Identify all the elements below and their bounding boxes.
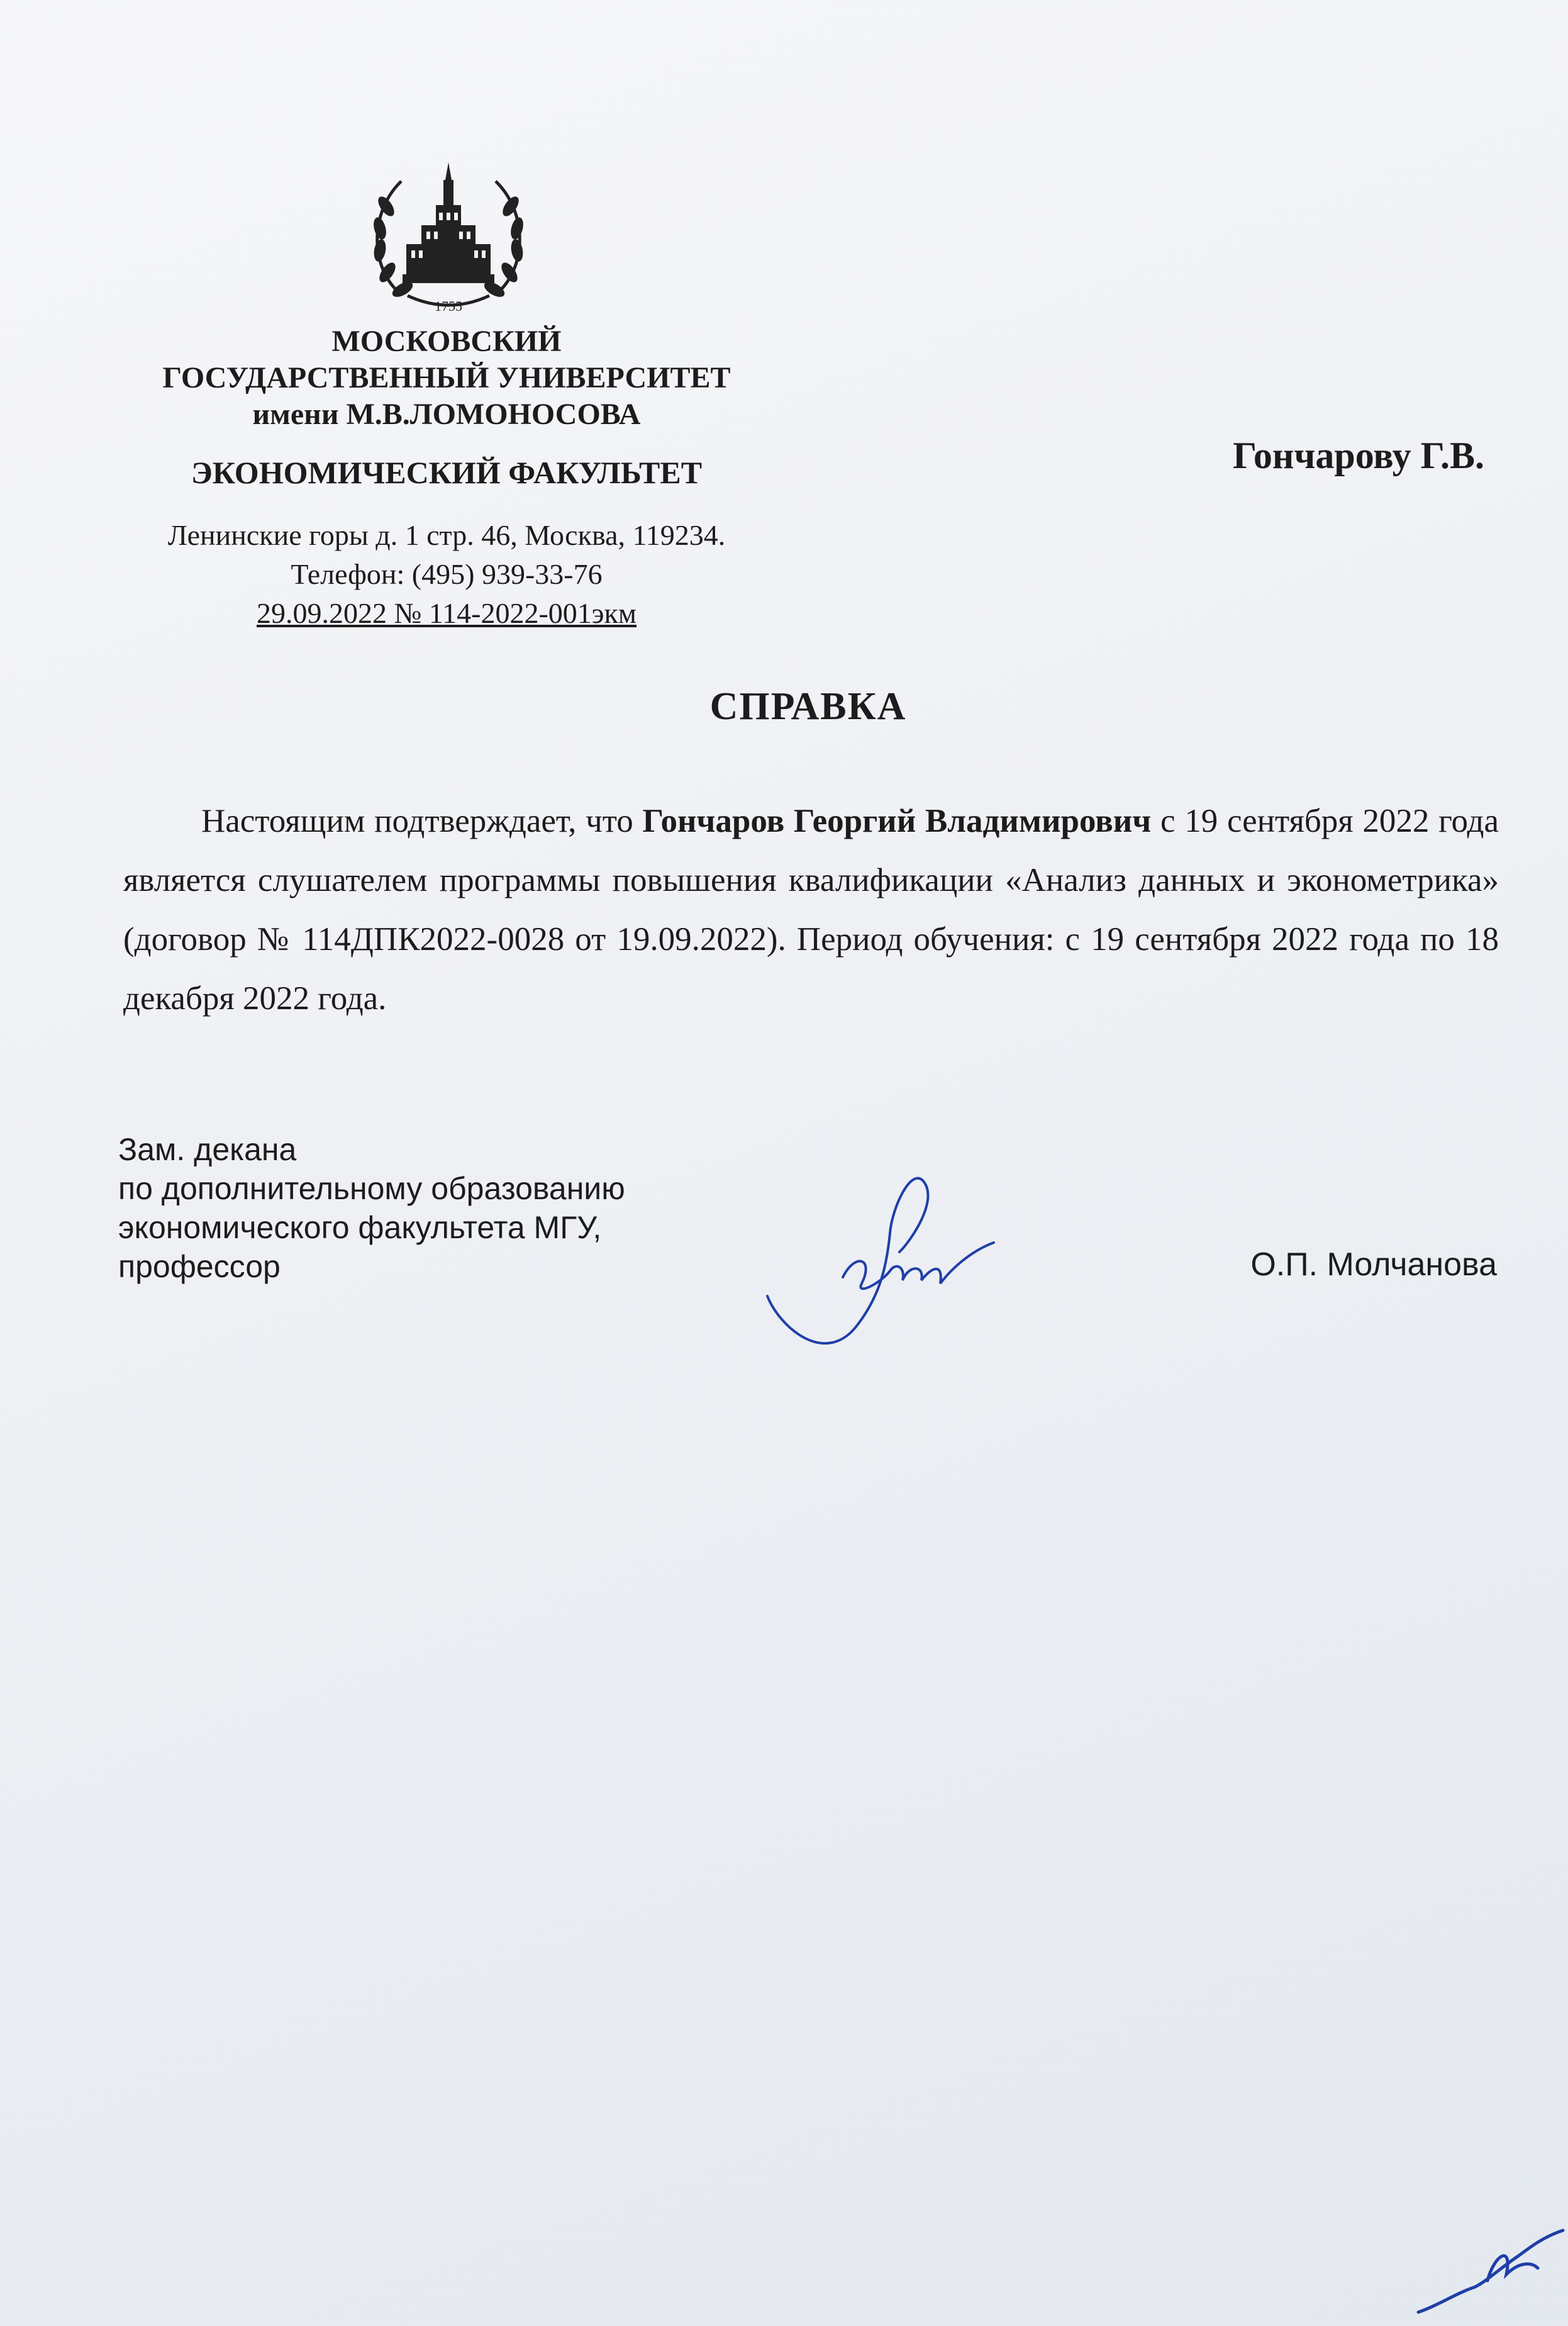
body-details: с 19 сентября 2022 года является слушателем программы повышения квалификации «Анализ данных и эконометрика» (договор № 114ДПК2022-0028 от 19.09.2022). Период обучения: с 19 сентября 2022 года по 18 декабря 2022 года. [123, 803, 1499, 1017]
phone: Телефон: (495) 939-33-76 [291, 558, 603, 590]
position-line-1: Зам. декана [118, 1132, 297, 1167]
org-name-line-2: ГОСУДАРСТВЕННЫЙ УНИВЕРСИТЕТ [162, 361, 731, 394]
body-intro: Настоящим подтверждает, что [201, 803, 643, 839]
registration-number: 29.09.2022 № 114-2022-001экм [256, 597, 637, 629]
position-line-4: профессор [118, 1249, 281, 1284]
signatory-position [118, 1130, 625, 1286]
recipient: Гончарову Г.В. [1233, 435, 1484, 476]
person-name: Гончаров Георгий Владимирович [642, 803, 1152, 839]
emblem-year: 1755 [435, 298, 462, 314]
signer-name: О.П. Молчанова [1250, 1246, 1497, 1283]
university-emblem [364, 162, 533, 321]
document-title: СПРАВКА [709, 685, 907, 728]
corner-initials-signature [1412, 2218, 1568, 2326]
reg-number-line [94, 594, 799, 633]
position-line-3: экономического факультета МГУ, [118, 1210, 602, 1245]
faculty-name: ЭКОНОМИЧЕСКИЙ ФАКУЛЬТЕТ [191, 455, 703, 490]
address: Ленинские горы д. 1 стр. 46, Москва, 119234. [167, 519, 726, 551]
org-name-line-1: МОСКОВСКИЙ [331, 325, 562, 358]
handwritten-signature [755, 1158, 1019, 1359]
org-name-line-3: имени М.В.ЛОМОНОСОВА [252, 398, 641, 431]
position-line-2: по дополнительному образованию [118, 1171, 625, 1206]
certificate-body [123, 791, 1499, 1028]
